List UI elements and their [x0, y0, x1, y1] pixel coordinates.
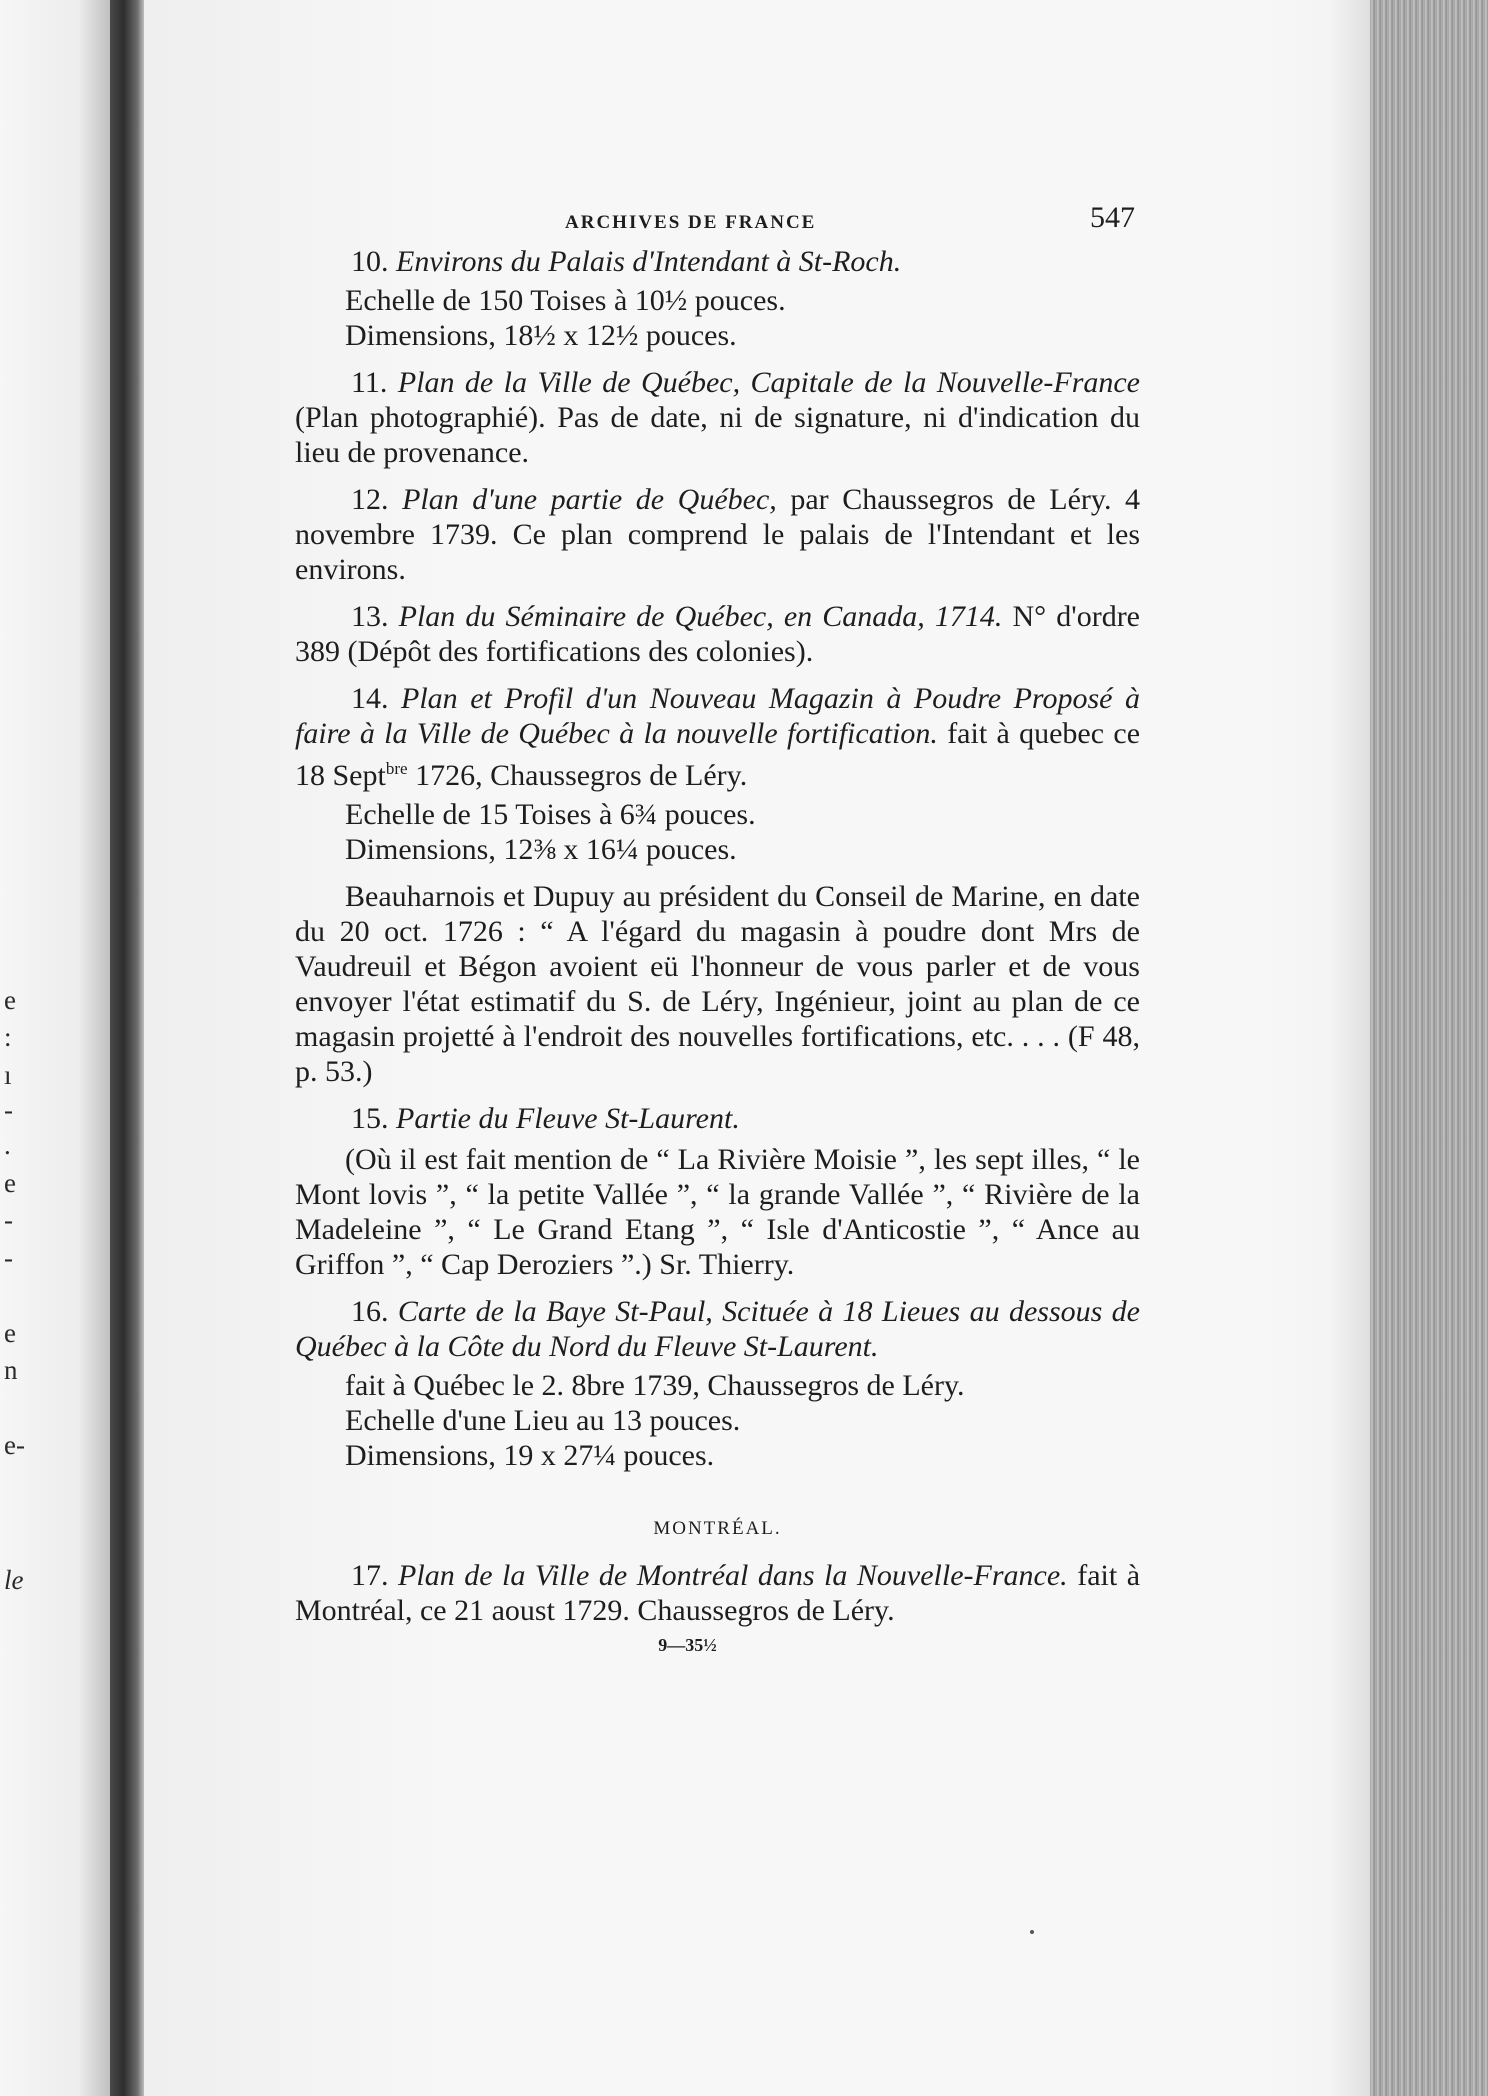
entry-number: 12.	[351, 483, 389, 516]
entry-15	[295, 1101, 1140, 1136]
entry-text: fait à quebec ce 18 Sept	[295, 717, 1141, 792]
entry-10	[295, 244, 1140, 279]
page-body	[295, 200, 1140, 1663]
entry-title: Plan et Profil d'un Nouveau Magazin à Poudre Proposé à faire à la Ville de Québec à la nouvelle fortification.	[295, 682, 1140, 750]
page-number: 547	[1090, 201, 1135, 234]
entry-title: Plan d'une partie de Québec,	[402, 483, 777, 516]
book-gutter	[110, 0, 144, 2096]
entry-title: Partie du Fleuve St-Laurent.	[396, 1102, 740, 1135]
entry-title: Plan du Séminaire de Québec, en Canada, 1714.	[398, 600, 1003, 633]
speck	[1030, 1930, 1034, 1934]
entry-14	[295, 681, 1140, 793]
entry-title: Environs du Palais d'Intendant à St-Roch.	[396, 245, 902, 278]
left-page-fragment: e	[4, 1318, 16, 1348]
entry-16	[295, 1294, 1140, 1364]
entry-detail: Echelle de 150 Toises à 10½ pouces.	[345, 284, 786, 317]
section-heading: MONTRÉAL.	[653, 1518, 782, 1539]
entry-detail: Echelle de 15 Toises à 6¾ pouces.	[345, 798, 756, 831]
entry-text: (Plan photographié). Pas de date, ni de signature, ni d'indication du lieu de provenance.	[295, 401, 1140, 469]
left-facing-page	[0, 0, 112, 2096]
page-edge-shadow	[1330, 0, 1370, 2096]
entry-17	[295, 1558, 1140, 1628]
entry-detail: Dimensions, 18½ x 12½ pouces.	[345, 319, 737, 352]
left-page-fragment: -	[4, 1095, 13, 1125]
entry-text: 1726, Chaussegros de Léry.	[407, 759, 748, 792]
entry-text: N° d'ordre 389 (Dépôt des fortifications des colonies).	[295, 600, 1140, 668]
entry-text: par Chaussegros de Léry. 4 novembre 1739. Ce plan comprend le palais de l'Intendant et les environs.	[295, 483, 1141, 586]
entry-detail: Dimensions, 12⅜ x 16¼ pouces.	[345, 833, 737, 866]
entry-note: (Où il est fait mention de “ La Rivière Moisie ”, les sept illes, “ le Mont lovis ”, “ la petite Vallée ”, “ la grande Vallée ”, “ Rivière de la Madeleine ”, “ Le Grand Etang ”, “ Isle d'Anticostie ”, “ Ance au Griffon ”, “ Cap Deroziers ”.) Sr. Thierry.	[295, 1143, 1140, 1281]
entry-detail: fait à Québec le 2. 8bre 1739, Chaussegros de Léry.	[345, 1369, 965, 1402]
entry-title: Carte de la Baye St-Paul, Scituée à 18 Lieues au dessous de Québec à la Côte du Nord du Fleuve St-Laurent.	[295, 1295, 1140, 1363]
entry-number: 10.	[351, 245, 389, 278]
entry-detail: Dimensions, 19 x 27¼ pouces.	[345, 1439, 715, 1472]
left-page-fragment: ı	[4, 1060, 12, 1090]
left-page-fragment: n	[4, 1355, 18, 1385]
entry-title: Plan de la Ville de Montréal dans la Nouvelle-France.	[398, 1559, 1068, 1592]
entry-number: 16.	[351, 1295, 389, 1328]
entry-number: 14.	[351, 682, 389, 715]
left-page-fragment: -	[4, 1205, 13, 1235]
left-page-fragment: -	[4, 1243, 13, 1273]
signature-mark: 9—35½	[658, 1635, 717, 1655]
entry-number: 17.	[351, 1559, 389, 1592]
entry-note: Beauharnois et Dupuy au président du Conseil de Marine, en date du 20 oct. 1726 : “ A l'égard du magasin à poudre dont Mrs de Vaudreuil et Bégon avoient eü l'honneur de vous parler et de vous envoyer l'état estimatif du S. de Léry, Ingénieur, joint au plan de ce magasin projetté à l'endroit des nouvelles fortifications, etc. . . . (F 48, p. 53.)	[295, 880, 1140, 1088]
page-header	[295, 200, 1140, 244]
entry-text: fait à Montréal, ce 21 aoust 1729. Chaussegros de Léry.	[295, 1559, 1141, 1627]
entry-11	[295, 365, 1140, 470]
entry-number: 15.	[351, 1102, 389, 1135]
left-page-fragment: :	[4, 1022, 12, 1052]
left-page-fragment: e	[4, 1168, 16, 1198]
left-page-fragment: le	[4, 1565, 24, 1595]
entry-title: Plan de la Ville de Québec, Capitale de la Nouvelle-France	[397, 366, 1140, 399]
left-page-fragment: .	[4, 1130, 11, 1160]
entry-12	[295, 482, 1140, 587]
entry-detail: Echelle d'une Lieu au 13 pouces.	[345, 1404, 741, 1437]
entry-13	[295, 599, 1140, 669]
entry-number: 13.	[351, 600, 389, 633]
superscript: bre	[385, 759, 408, 778]
left-page-fragment: e	[4, 985, 16, 1015]
entry-number: 11.	[351, 366, 388, 399]
left-page-fragment: e-	[4, 1430, 25, 1460]
running-head: ARCHIVES DE FRANCE	[565, 212, 817, 233]
page-edges-stack	[1370, 0, 1488, 2096]
